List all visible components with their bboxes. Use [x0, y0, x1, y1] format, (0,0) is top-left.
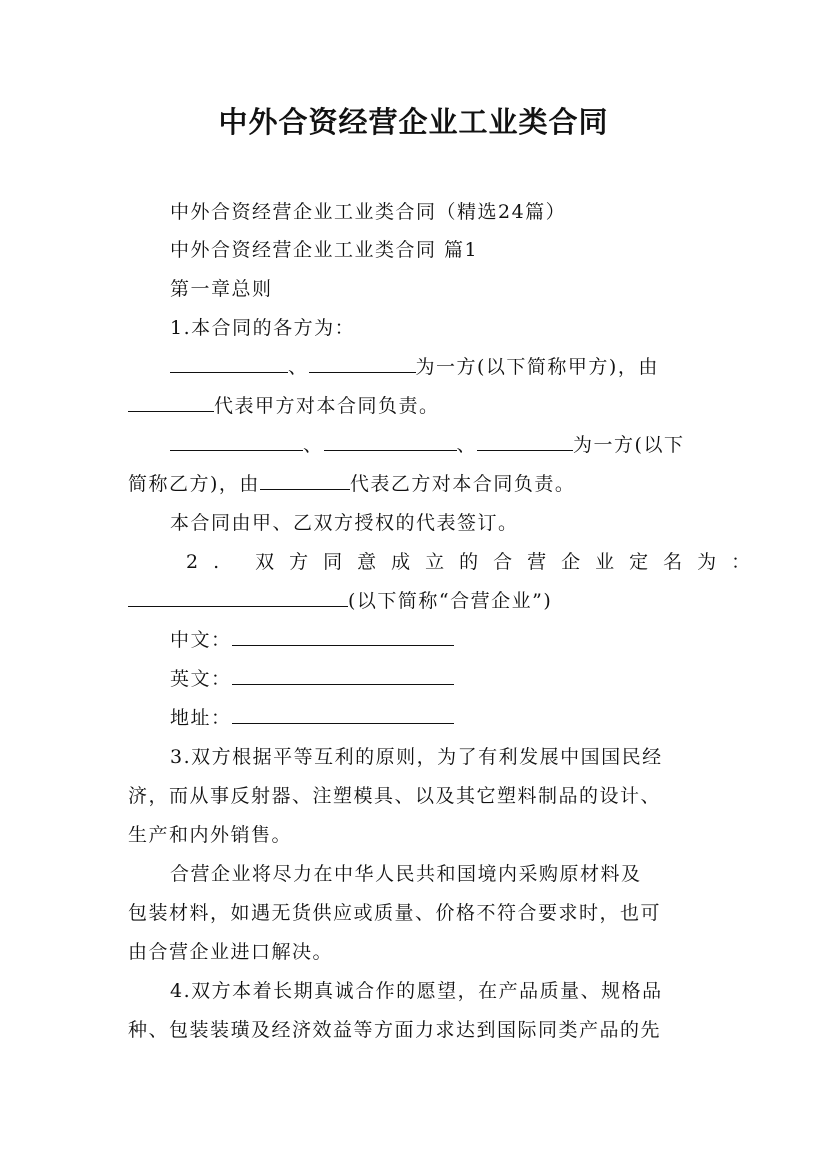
party-a-line: [170, 354, 710, 380]
chinese-name-label: 中文：: [170, 629, 232, 651]
party-b-cont: 简称乙方)，由: [128, 473, 260, 495]
chinese-name-blank[interactable]: [232, 627, 454, 646]
clause3-line3: 生产和内外销售。: [128, 824, 293, 846]
party-a-rep-line: [128, 393, 708, 419]
party-b-separator-2: 、: [456, 434, 478, 456]
party-a-name-blank[interactable]: [170, 354, 288, 373]
party-a-tail: 为一方(以下简称甲方)，由: [415, 356, 659, 378]
party-b-name3-blank[interactable]: [477, 432, 573, 451]
jv-name-blank[interactable]: [128, 588, 348, 607]
english-name-line: [170, 666, 710, 692]
document-subtitle: 中外合资经营企业工业类合同（精选24篇）: [170, 201, 567, 223]
english-name-label: 英文：: [170, 668, 232, 690]
chinese-name-line: [170, 627, 710, 653]
party-b-rep-line: [128, 471, 708, 497]
party-b-rep-blank[interactable]: [260, 471, 350, 490]
party-b-name2-blank[interactable]: [324, 432, 457, 451]
document-title: 中外合资经营企业工业类合同: [218, 105, 609, 139]
clause3-line1: 3.双方根据平等互利的原则，为了有利发展中国国民经: [170, 746, 663, 768]
signing-statement: 本合同由甲、乙双方授权的代表签订。: [170, 512, 519, 534]
party-b-rep-text: 代表乙方对本合同负责。: [349, 473, 576, 495]
party-b-separator-1: 、: [303, 434, 324, 456]
clause3-line2: 济，而从事反射器、注塑模具、以及其它塑料制品的设计、: [128, 785, 662, 807]
address-label: 地址：: [170, 707, 232, 729]
address-blank[interactable]: [232, 705, 454, 724]
party-a-name2-blank[interactable]: [309, 354, 416, 373]
party-a-separator: 、: [288, 356, 309, 378]
party-a-rep-text: 代表甲方对本合同负责。: [214, 395, 440, 417]
chapter-header: 中外合资经营企业工业类合同 篇1: [170, 239, 479, 261]
english-name-blank[interactable]: [232, 666, 454, 685]
address-line: [170, 705, 710, 731]
party-b-name1-blank[interactable]: [170, 432, 303, 451]
party-b-tail: 为一方(以下: [573, 434, 685, 456]
jv-name-line: [128, 588, 708, 614]
clause2-heading: 2. 双方同意成立的合营企业定名为：: [186, 551, 766, 573]
clause4-line1: 4.双方本着长期真诚合作的愿望，在产品质量、规格品: [170, 980, 663, 1002]
party-b-line: [170, 432, 710, 458]
clause4-line2: 种、包装装璜及经济效益等方面力求达到国际同类产品的先: [128, 1019, 662, 1041]
clause3-para2-line1: 合营企业将尽力在中华人民共和国境内采购原材料及: [170, 863, 642, 885]
clause1-heading: 1.本合同的各方为：: [170, 317, 356, 339]
clause3-para2-line2: 包装材料，如遇无货供应或质量、价格不符合要求时，也可: [128, 902, 662, 924]
clause3-para2-line3: 由合营企业进口解决。: [128, 941, 334, 963]
jv-alias: (以下简称“合营企业”): [348, 590, 553, 612]
party-a-rep-blank[interactable]: [128, 393, 214, 412]
chapter-title: 第一章总则: [170, 278, 273, 300]
